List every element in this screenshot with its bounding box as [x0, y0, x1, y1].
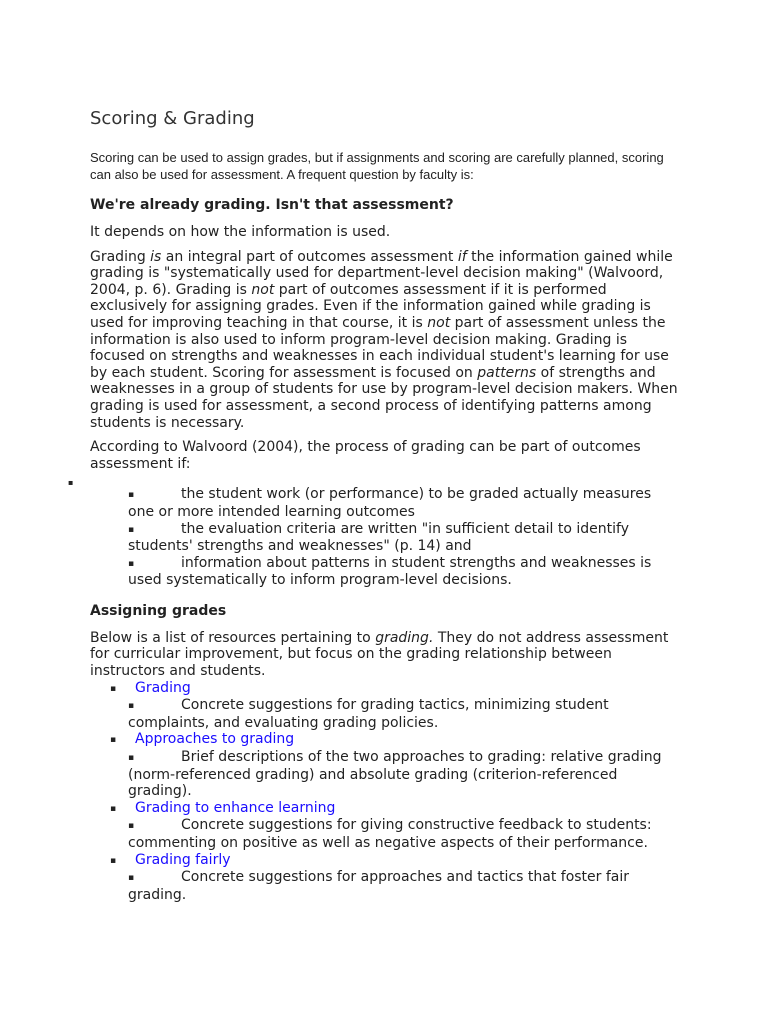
- intro-paragraph: Scoring can be used to assign grades, but if assignments and scoring are carefully planned, scoring can also be used for assessment. A frequent question by faculty is:: [90, 150, 664, 182]
- square-bullet-icon: ▪: [110, 683, 117, 694]
- text-run: the information gained while grading is "systematically used for department-level decision making" (Walvoord, 2004, p. 6). Grading is: [90, 248, 673, 298]
- criteria-list: [128, 486, 680, 589]
- criteria-text: the evaluation criteria are written "in sufficient detail to identify students' strengths and weaknesses" (p. 14) and: [128, 520, 630, 555]
- emphasis-is: is: [150, 248, 162, 265]
- assigning-grades-heading: Assigning grades: [90, 602, 227, 619]
- resource-description: Concrete suggestions for giving constructive feedback to students: commenting on positive as well as negative aspects of their performance.: [128, 817, 652, 851]
- text-run: of strengths and weaknesses in a group of students for use by program-level decision makers. When grading is used for assessment, a second process of identifying patterns among students is necessary.: [90, 364, 678, 431]
- link-grading[interactable]: Grading: [135, 679, 191, 696]
- resource-description: Brief descriptions of the two approaches to grading: relative grading (norm-referenced grading) and absolute grading (criterion-referenced grading).: [128, 749, 662, 800]
- resource-item: [110, 852, 678, 904]
- stray-bullet-marker: ▪: [68, 478, 74, 487]
- text-run: part of assessment unless the information is also used to inform program-level decision making. Grading is focused on strengths and weaknesses in each individual student's learning for use by each student. Scoring for assessment is focused on: [90, 314, 669, 381]
- resource-list: [110, 680, 678, 904]
- square-bullet-icon: ▪: [128, 753, 135, 764]
- answer-paragraph: It depends on how the information is used.: [90, 224, 391, 240]
- text-run: Grading: [90, 248, 151, 265]
- question-heading: We're already grading. Isn't that assessment?: [90, 197, 454, 213]
- text-run: part of outcomes assessment if it is performed exclusively for assigning grades. Even if the information gained while grading is used for improving teaching in that course, it is: [90, 281, 651, 331]
- link-approaches-to-grading[interactable]: Approaches to grading: [135, 731, 295, 748]
- square-bullet-icon: ▪: [110, 803, 117, 814]
- assigning-paragraph: [90, 630, 678, 680]
- grading-paragraph: [90, 249, 678, 432]
- square-bullet-icon: ▪: [128, 524, 135, 535]
- square-bullet-icon: ▪: [128, 821, 135, 832]
- square-bullet-icon: ▪: [110, 735, 117, 746]
- square-bullet-icon: ▪: [128, 558, 135, 569]
- square-bullet-icon: ▪: [128, 873, 135, 884]
- emphasis-grading: grading.: [375, 629, 434, 646]
- criteria-text: the student work (or performance) to be graded actually measures one or more intended learning outcomes: [128, 486, 652, 520]
- page-title: Scoring & Grading: [90, 108, 255, 129]
- emphasis-not: not: [251, 281, 275, 298]
- resource-description: Concrete suggestions for approaches and tactics that foster fair grading.: [128, 869, 630, 903]
- walvoord-paragraph: According to Walvoord (2004), the process of grading can be part of outcomes assessment if:: [90, 439, 641, 472]
- text-run: They do not address assessment for curricular improvement, but focus on the grading relationship between instructors and students.: [90, 629, 669, 680]
- resource-description: Concrete suggestions for grading tactics, minimizing student complaints, and evaluating grading policies.: [128, 697, 609, 731]
- emphasis-if: if: [457, 248, 467, 265]
- document-page: [90, 108, 690, 903]
- emphasis-not: not: [427, 314, 451, 331]
- list-item: [128, 486, 680, 520]
- list-item: [128, 521, 680, 555]
- resource-item: [110, 800, 678, 852]
- text-run: an integral part of outcomes assessment: [161, 248, 458, 265]
- list-item: [128, 555, 680, 589]
- emphasis-patterns: patterns: [477, 364, 537, 381]
- link-grading-fairly[interactable]: Grading fairly: [135, 851, 231, 868]
- square-bullet-icon: ▪: [110, 855, 117, 866]
- criteria-text: information about patterns in student strengths and weaknesses is used systematically to inform program-level decisions.: [128, 554, 652, 589]
- resource-item: [110, 680, 678, 732]
- resource-item: [110, 731, 678, 799]
- square-bullet-icon: ▪: [128, 490, 135, 501]
- text-run: Below is a list of resources pertaining to: [90, 629, 376, 646]
- square-bullet-icon: ▪: [128, 701, 135, 712]
- link-grading-to-enhance-learning[interactable]: Grading to enhance learning: [135, 799, 336, 816]
